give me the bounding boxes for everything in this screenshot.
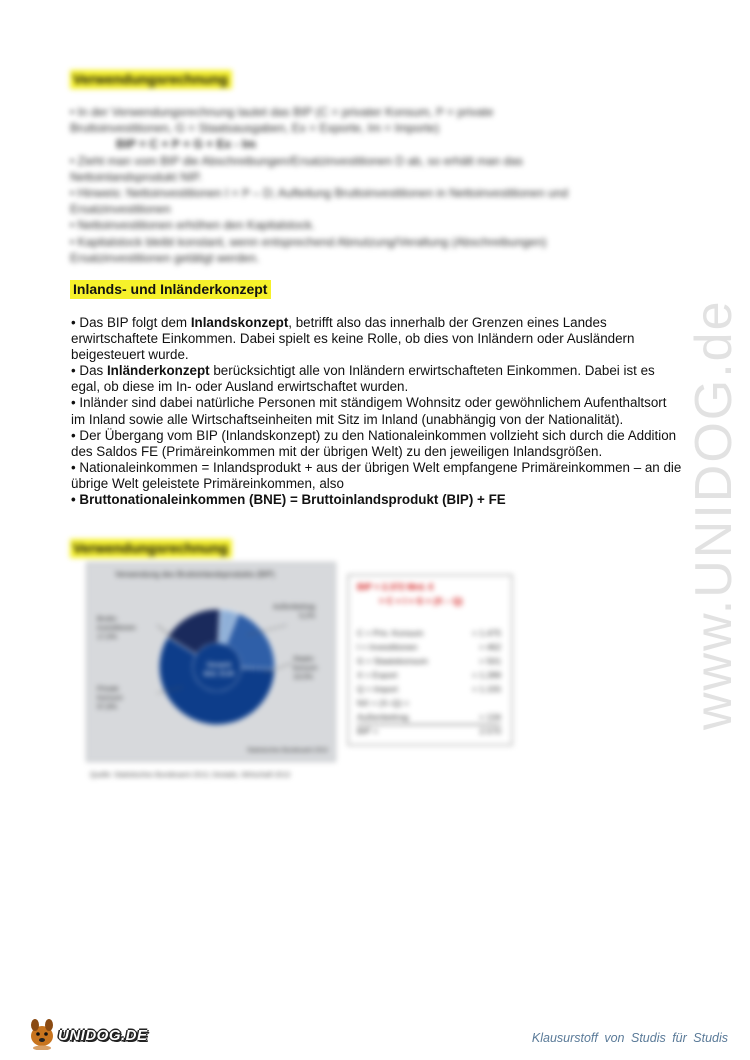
paragraph-inlaender: • Inländer sind dabei natürliche Personen mit ständigem Wohnsitz oder gewöhnlichem Aufenthaltsort im Inland sowie alle Wirtschaftseinheiten mit Sitz im Inland (unabhängig von der Nationalität).	[71, 395, 667, 427]
text-line: Ersatzinvestitionen getätigt werden.	[70, 250, 260, 265]
label-line: Mrd. EUR	[203, 671, 235, 678]
main-paragraphs	[71, 315, 683, 508]
label-state	[293, 655, 318, 682]
text-line: Bruttoinvestitionen, G = Staatsausgaben, Ex = Exporte, Im = Importe)	[70, 121, 440, 136]
calc-row-label: X = Export	[357, 670, 398, 680]
text-line: • Hinweis: Nettoinvestitionen I = Iᵇ – D; Aufteilung Bruttoinvestitionen in Nettoinvestitionen und	[70, 186, 569, 201]
paragraph-uebergang: • Der Übergang vom BIP (Inlandskonzept) zu den Nationaleinkommen vollzieht sich durch die Addition des Saldos FE (Primäreinkommen mit der übrigen Welt) zu den jeweiligen Inlandsgrößen.	[71, 427, 677, 459]
calc-header: BIP = 2.372 Mrd. €	[357, 582, 434, 592]
calc-row-label: NX = (X–Q) =	[357, 698, 410, 708]
pie-chart-figure	[86, 562, 336, 762]
text-line: Ersatzinvestitionen	[70, 202, 171, 217]
text-line: • Nettoinvestitionen erhöhen den Kapitalstock.	[70, 218, 316, 233]
label-line: 17,0%	[97, 634, 117, 641]
text-span: • Das BIP folgt dem	[71, 315, 191, 330]
calculation-box	[347, 574, 513, 746]
formula-line: BIP = C + Iᵇ + G + Ex - Im	[116, 137, 256, 152]
text-span: berücksichtigt alle von Inländern erwirtschafteten Einkommen. Dabei ist es egal, ob diese im In- oder Ausland erwirtschaftet wurden.	[71, 363, 655, 395]
text-line: Nettoinlandsprodukt NIP.	[70, 169, 202, 184]
watermark: www.UNIDOG.de	[685, 299, 743, 730]
label-line: 5,2%	[299, 613, 316, 620]
text-span: • Das	[71, 363, 107, 379]
label-line: Staats-	[293, 656, 316, 663]
label-line: konsum	[293, 665, 318, 672]
calc-row-value: 2.570	[479, 726, 501, 736]
label-line: 19,5%	[293, 674, 313, 681]
calc-divider	[357, 724, 501, 725]
section-heading: Verwendungsrechnung	[70, 70, 232, 89]
bold-term: Inländerkonzept	[106, 363, 210, 379]
section-heading-inlandskonzept: Inlands- und Inländerkonzept	[70, 280, 271, 299]
label-line: Konsum	[97, 695, 123, 702]
calc-row-value: = 501	[479, 656, 501, 666]
label-line: investitionen	[97, 625, 136, 632]
paragraph-inlaenderkonzept	[71, 363, 683, 395]
label-line: Brutto-	[97, 616, 119, 623]
paragraph-bne-formula: • Bruttonationaleinkommen (BNE) = Bruttoinlandsprodukt (BIP) + FE	[71, 492, 506, 508]
calc-row-label: BIP =	[357, 726, 379, 736]
chart-footnote: Statistisches Bundesamt 2013	[247, 748, 328, 754]
calc-header: = C + I + G + (X – Q)	[379, 596, 463, 606]
top-paragraph	[70, 104, 690, 266]
paragraph-nationaleinkommen: • Nationaleinkommen = Inlandsprodukt + aus der übrigen Welt empfangene Primäreinkommen – an die übrige Welt geleistete Primäreinkommen, also	[71, 459, 682, 491]
calc-row-label: Außenbeitrag	[357, 712, 409, 722]
calc-row-label: C = Priv. Konsum	[357, 628, 424, 638]
calc-row-value: = 134	[479, 712, 501, 722]
calc-row-value: = 462	[479, 642, 501, 652]
calc-row-value: = 1.475	[472, 628, 501, 638]
calc-row-value: = 1.155	[472, 684, 501, 694]
calc-row-label: I = Investitionen	[357, 642, 418, 652]
label-line: Private	[97, 686, 119, 693]
text-line: • Zieht man vom BIP die Abschreibungen/Ersatzinvestitionen D ab, so erhält man das	[70, 153, 523, 168]
label-investment	[97, 615, 136, 642]
chart-title: Verwendung des Bruttoinlandsprodukts (BIP)	[115, 570, 275, 579]
label-line: Gesamt	[206, 662, 232, 669]
label-line: 57,8%	[97, 704, 117, 711]
pie-center-label	[199, 661, 239, 679]
footer-brand[interactable]: UNIDOG.DE	[58, 1027, 148, 1044]
text-span: , betrifft also das innerhalb der Grenzen eines Landes erwirtschaftete Einkommen. Dabei spielt es keine Rolle, ob dies von Inländern oder Ausländern beigesteuert wurde.	[71, 315, 635, 363]
text-line: • In der Verwendungsrechnung lautet das BIP (C = privater Konsum, Iᵇ = private	[70, 105, 494, 119]
section-heading: Verwendungsrechnung	[70, 539, 232, 558]
label-line: Außenbeitrag	[273, 604, 316, 611]
calc-row-value: = 1.289	[472, 670, 501, 680]
label-private	[97, 685, 123, 712]
footer-tagline: Klausurstoff von Studis für Studis	[531, 1031, 728, 1045]
source-note: Quelle: Statistisches Bundesamt 2013, Destatis, Wirtschaft 2013	[90, 772, 290, 779]
bold-term: Inlandskonzept	[190, 315, 289, 330]
paragraph-inlandskonzept	[71, 315, 683, 363]
calc-row-label: G = Staatskonsum	[357, 656, 428, 666]
calc-row-label: Q = Import	[357, 684, 398, 694]
text-line: • Kapitalstock bleibt konstant, wenn entsprechend Abnutzung/Veraltung (Abschreibungen)	[70, 234, 547, 249]
label-export	[273, 603, 315, 621]
